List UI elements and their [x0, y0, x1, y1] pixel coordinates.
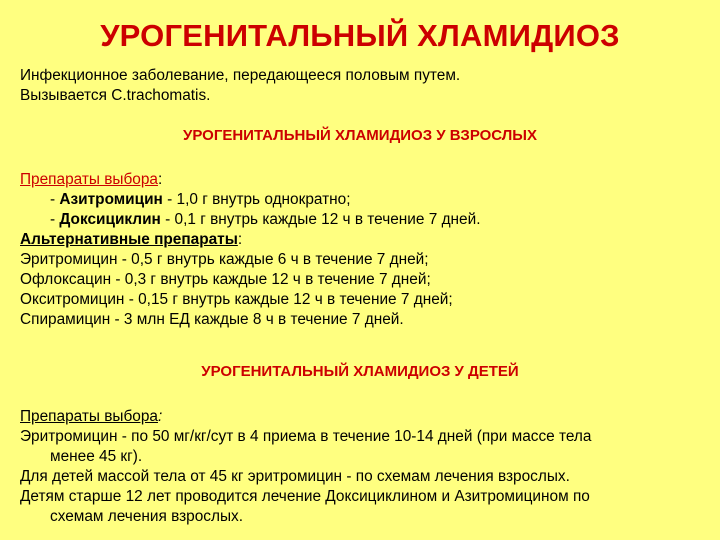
adults-alt-item: Спирамицин - 3 млн ЕД каждые 8 ч в течение 7 дней.: [20, 311, 404, 328]
children-line-1a: Эритромицин - по 50 мг/кг/сут в 4 приема в течение 10-14 дней (при массе тела: [20, 428, 592, 445]
adults-alt-line: [20, 230, 710, 250]
children-line-2: Для детей массой тела от 45 кг эритромицин - по схемам лечения взрослых.: [20, 468, 570, 485]
children-choice-label: Препараты выбора: [20, 408, 158, 425]
adults-drug-2-dash: -: [50, 211, 60, 228]
adults-alt-colon: :: [237, 231, 243, 248]
adults-heading: УРОГЕНИТАЛЬНЫЙ ХЛАМИДИОЗ У ВЗРОСЛЫХ: [183, 127, 537, 144]
adults-drug-1-dash: -: [50, 191, 60, 208]
adults-drug-1: [20, 190, 710, 210]
slide-title: УРОГЕНИТАЛЬНЫЙ ХЛАМИДИОЗ: [100, 18, 620, 53]
children-line-1b: менее 45 кг).: [50, 448, 143, 465]
adults-drug-2-name: Доксициклин: [59, 211, 161, 228]
adults-alt-item: Офлоксацин - 0,3 г внутрь каждые 12 ч в течение 7 дней;: [20, 271, 431, 288]
adults-block: [20, 170, 710, 330]
adults-drug-2-text: - 0,1 г внутрь каждые 12 ч в течение 7 дней.: [160, 211, 481, 228]
adults-choice-label: Препараты выбора: [20, 171, 158, 188]
children-choice-colon: :: [157, 408, 163, 425]
adults-drug-1-name: Азитромицин: [59, 191, 163, 208]
intro-line-1: Инфекционное заболевание, передающееся половым путем.: [20, 67, 461, 84]
adults-choice-line: [20, 170, 710, 190]
adults-alt-item: Эритромицин - 0,5 г внутрь каждые 6 ч в течение 7 дней;: [20, 251, 429, 268]
children-line-3b: схемам лечения взрослых.: [50, 508, 243, 525]
adults-alt-label: Альтернативные препараты: [20, 231, 238, 248]
children-choice-line: [20, 407, 710, 427]
children-line-3a: Детям старше 12 лет проводится лечение Доксициклином и Азитромицином по: [20, 488, 590, 505]
adults-alt-item: Окситромицин - 0,15 г внутрь каждые 12 ч в течение 7 дней;: [20, 291, 453, 308]
children-block: [20, 407, 710, 527]
adults-choice-colon: :: [157, 171, 163, 188]
adults-drug-1-text: - 1,0 г внутрь однократно;: [162, 191, 351, 208]
intro-line-2: Вызывается C.trachomatis.: [20, 87, 211, 104]
adults-drug-2: [20, 210, 710, 230]
children-heading: УРОГЕНИТАЛЬНЫЙ ХЛАМИДИОЗ У ДЕТЕЙ: [201, 363, 519, 380]
intro-block: [20, 66, 710, 106]
